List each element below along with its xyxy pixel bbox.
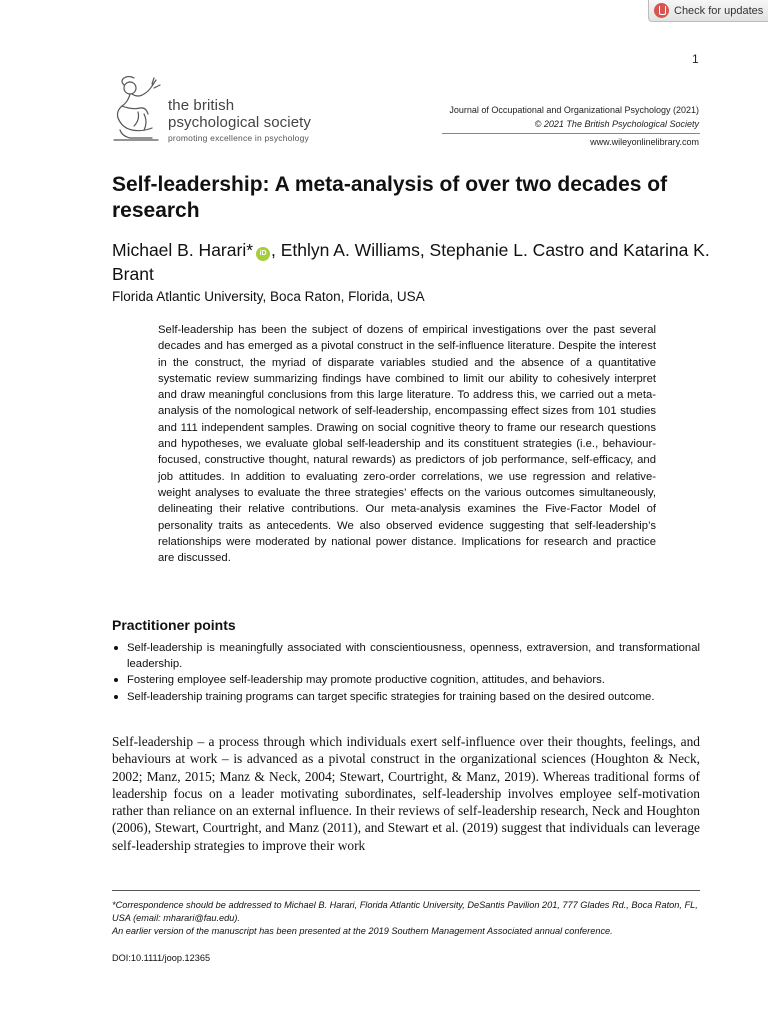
list-item: Self-leadership is meaningfully associated with conscientiousness, openness, extraversion, and transformational leadership. [112,640,700,672]
journal-divider [442,133,700,134]
list-item: Self-leadership training programs can target specific strategies for training based on the desired outcome. [112,689,700,705]
check-updates-label: Check for updates [674,4,764,17]
journal-name: Journal of Occupational and Organizational Psychology (2021) [449,105,699,115]
footnote-divider [112,890,700,891]
affiliation: Florida Atlantic University, Boca Raton, Florida, USA [112,289,425,304]
bps-tagline: promoting excellence in psychology [168,133,309,143]
journal-url-link[interactable]: www.wileyonlinelibrary.com [590,137,699,147]
bps-logo-figure-icon [108,76,164,146]
list-item: Fostering employee self-leadership may promote productive cognition, attitudes, and behaviors. [112,672,700,688]
bps-name-line2: psychological society [168,114,312,131]
check-for-updates-button[interactable] [648,0,768,22]
author-list [112,238,712,286]
footnote-correspondence: *Correspondence should be addressed to Michael B. Harari, Florida Atlantic University, DeSantis Pavilion 201, 777 Glades Rd., Boca Raton, FL, USA (email: mharari@fau.edu). [112,900,698,924]
practitioner-points-list [112,640,700,705]
page-number: 1 [692,52,699,66]
bps-logo-name [168,97,311,131]
practitioner-points-heading: Practitioner points [112,617,236,633]
footnote-conference: An earlier version of the manuscript has been presented at the 2019 Southern Management Associated annual conference. [112,926,613,937]
article-title: Self-leadership: A meta-analysis of over two decades of research [112,173,668,222]
author-corresponding: Michael B. Harari* [112,240,254,260]
footnotes [112,899,700,939]
journal-copyright: © 2021 The British Psychological Society [534,119,699,129]
journal-info [449,103,699,131]
doi[interactable]: DOI:10.1111/joop.12365 [112,953,211,963]
author-others: , Ethlyn A. Williams, Stephanie L. Castro and Katarina K. Brant [112,240,710,284]
orcid-icon[interactable]: iD [256,247,270,261]
bookmark-icon [654,3,669,18]
body-paragraph: Self-leadership – a process through which individuals exert self-influence over their thoughts, feelings, and behaviours at work – is advanced as a pivotal construct in the organizational sciences (Houghton & Neck, 2002; Manz, 2015; Manz & Neck, 2004; Stewart, Courtright, & Manz, 2019). Whereas traditional forms of leadership focus on a leader motivating subordinates, self-leadership involves employee self-motivation rather than reliance on an external influence. In their reviews of self-leadership research, Neck and Houghton (2006), Stewart, Courtright, and Manz (2011), and Stewart et al. (2019) suggest that individuals can leverage self-leadership strategies to improve their work [112,734,700,853]
abstract: Self-leadership has been the subject of dozens of empirical investigations over the past several decades and has emerged as a pivotal construct in the self-influence literature. Despite the interest in the construct, the myriad of disparate variables studied and the absence of a quantitative systematic review summarizing findings have combined to limit our ability to cohesively interpret and draw meaningful conclusions from this large literature. To address this, we carried out a meta-analysis of the nomological network of self-leadership, encompassing effect sizes from 101 studies and 111 independent samples. Drawing on social cognitive theory to frame our research questions and hypotheses, we evaluate global self-leadership and its constituent strategies (i.e., behaviour-focused, constructive thought, natural rewards) as predictors of job performance, self-efficacy, and job attitudes. In addition to evaluating zero-order correlations, we use regression and relative-weight analyses to evaluate the three strategies’ effects on the various outcomes simultaneously, delineating their relative contributions. Our meta-analysis examines the Five-Factor Model of personality traits as antecedents. We also observed evidence suggesting that self-leadership’s relationships were moderated by national power distance. Implications for research and practice are discussed. [158,324,656,565]
bps-name-line1: the british [168,97,235,114]
